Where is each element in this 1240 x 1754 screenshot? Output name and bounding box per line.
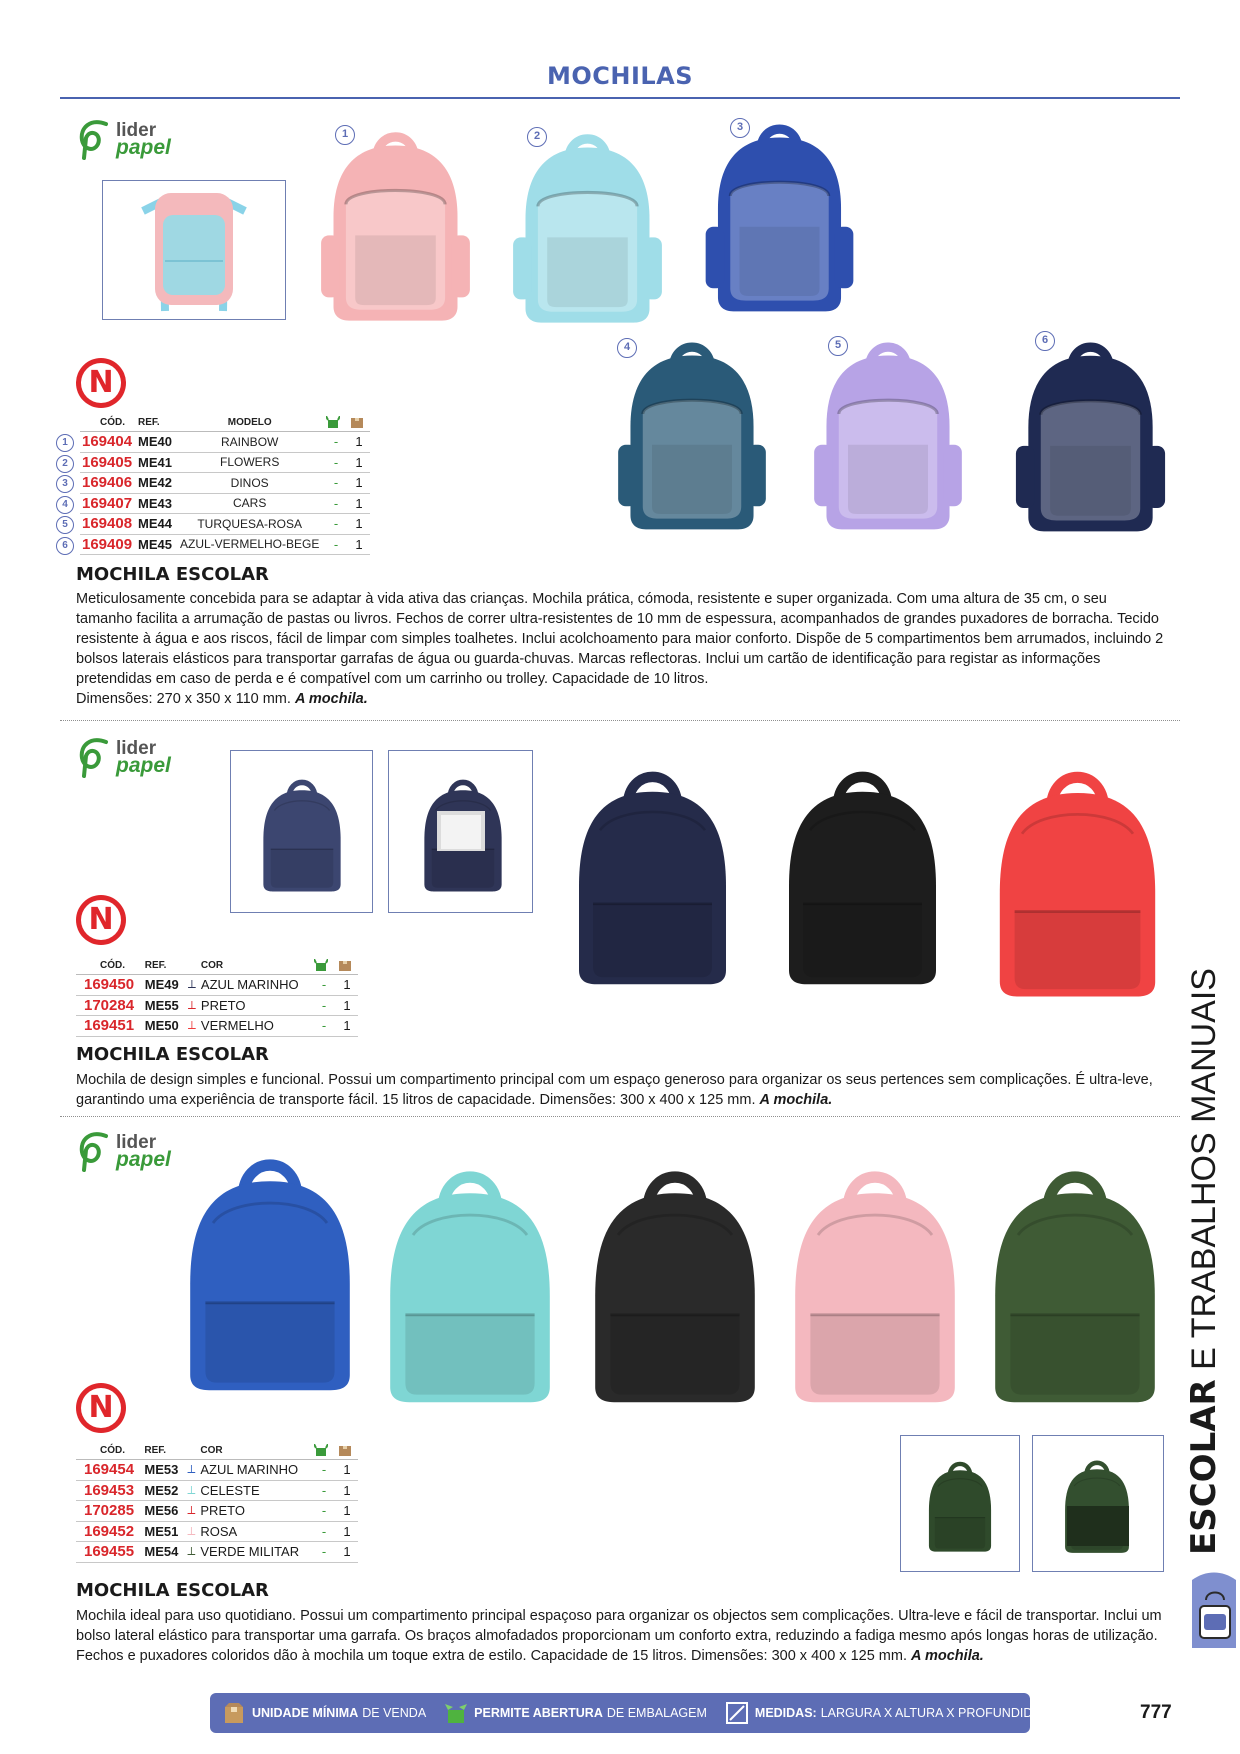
table-row: 169453 ME52 ⟂ CELESTE - 1 (76, 1480, 358, 1501)
section-description: Mochila de design simples e funcional. Possui um compartimento principal com um espaço generoso para organizar os seus pertences sem complicações. É ultra-leve, garantindo uma experiência de transporte fácil. 15 litros de capacidade. Dimensões: 300 x 400 x 125 mm. A mochila. (76, 1072, 1153, 1108)
row-number: 5 (56, 516, 74, 534)
title-rule (60, 97, 1180, 99)
section-divider (60, 1116, 1180, 1117)
table-row: 169454 ME53 ⟂ AZUL MARINHO - 1 (76, 1460, 358, 1481)
color-swatch-icon: ⟂ (184, 1521, 198, 1542)
color-swatch-icon: ⟂ (185, 975, 199, 996)
section-title: MOCHILA ESCOLAR (76, 564, 269, 585)
backpack-open-view-image (1032, 1435, 1164, 1572)
open-package-icon (314, 1444, 328, 1456)
col-ref: REF. (143, 959, 185, 975)
table-row: 169408 ME44 TURQUESA-ROSA - 1 (80, 514, 370, 535)
table-row: 169404 ME40 RAINBOW - 1 (80, 432, 370, 453)
backpack-dinos-image (702, 116, 857, 316)
measure-icon (725, 1701, 749, 1725)
product-table-3 (76, 1444, 358, 1563)
legend-bar (210, 1693, 1059, 1733)
lider-papel-logo: lider papel (76, 1130, 196, 1174)
col-ref: REF. (136, 416, 175, 432)
color-swatch-icon: ⟂ (184, 1501, 198, 1522)
color-swatch-icon: ⟂ (185, 995, 199, 1016)
col-model: MODELO (175, 416, 324, 432)
col-open-icon (312, 1444, 336, 1460)
table-row: 169407 ME43 CARS - 1 (80, 493, 370, 514)
table-row: 169452 ME51 ⟂ ROSA - 1 (76, 1521, 358, 1542)
row-number: 6 (56, 537, 74, 555)
backpack-azul-marinho-image (565, 738, 740, 1010)
section-title: MOCHILA ESCOLAR (76, 1580, 269, 1601)
open-package-icon (326, 416, 340, 428)
table-row: 169451 ME50 ⟂ VERMELHO - 1 (76, 1016, 358, 1037)
product-table-1 (80, 416, 370, 555)
product-number-4: 4 (617, 338, 637, 358)
col-unit-icon (348, 416, 370, 432)
new-badge: N (76, 895, 126, 945)
backpack-open-view-image (388, 750, 533, 913)
product-number-1: 1 (335, 125, 355, 145)
section-title: MOCHILA ESCOLAR (76, 1044, 269, 1065)
open-package-icon (444, 1701, 468, 1725)
section-description: Meticulosamente concebida para se adaptar à vida ativa das crianças. Mochila prática, cómoda, resistente e super organizada. Com uma altura de 35 cm, o seu tamanho facilita a arrumação de pastas ou livros. Fechos de correr ultra-resistentes de 10 mm de espessura, acompanhados de grandes puxadores de borracha. Tecido resistente à água e aos riscos, fácil de limpar com simples toalhetes. Inclui acolchoamento para maior conforto. Dispõe de 5 compartimentos bem arrumados, incluindo 2 bolsos laterais elásticos para transportar garrafas de água ou guarda-chuvas. Marcas reflectoras. Inclui um cartão de identificação para registar as informações pretendidas em caso de perda e é compatível com um carrinho ou trolley. Capacidade de 10 litros. Dimensões: 270 x 350 x 110 mm. A mochila. (76, 591, 1164, 707)
color-swatch-icon: ⟂ (184, 1542, 198, 1563)
box-icon (338, 959, 352, 971)
col-open-icon (324, 416, 348, 432)
col-open-icon (312, 959, 336, 975)
table-row: 169455 ME54 ⟂ VERDE MILITAR - 1 (76, 1542, 358, 1563)
legend-dims: MEDIDAS: LARGURA X ALTURA X PROFUNDIDADE (725, 1701, 1058, 1725)
legend-unit: UNIDADE MÍNIMA DE VENDA (222, 1701, 426, 1725)
legend-open: PERMITE ABERTURA DE EMBALAGEM (444, 1701, 707, 1725)
product-number-6: 6 (1035, 331, 1055, 351)
table-row: 169450 ME49 ⟂ AZUL MARINHO - 1 (76, 975, 358, 996)
table-row: 170285 ME56 ⟂ PRETO - 1 (76, 1501, 358, 1522)
col-unit-icon (336, 959, 358, 975)
color-swatch-icon: ⟂ (185, 1016, 199, 1037)
backpack-celeste-image (375, 1140, 565, 1425)
color-swatch-icon: ⟂ (184, 1460, 198, 1481)
table-row: 169405 ME41 FLOWERS - 1 (80, 452, 370, 473)
page-title: MOCHILAS (546, 62, 694, 90)
lider-papel-logo: lider papel (76, 118, 196, 162)
product-table-2 (76, 959, 358, 1037)
backpack-back-view-image (900, 1435, 1020, 1572)
section-divider (60, 720, 1180, 721)
col-cod: CÓD. (76, 959, 143, 975)
table-row: 169406 ME42 DINOS - 1 (80, 473, 370, 494)
backpack-back-view-image (102, 180, 286, 320)
row-number: 2 (56, 455, 74, 473)
col-cod: CÓD. (76, 1444, 142, 1460)
backpack-verde-militar-image (980, 1140, 1170, 1425)
col-ref: REF. (142, 1444, 184, 1460)
table-row: 170284 ME55 ⟂ PRETO - 1 (76, 995, 358, 1016)
backpack-rosa-image (780, 1140, 970, 1425)
backpack-azul-vermelho-bege-image (1008, 334, 1173, 536)
row-number: 1 (56, 434, 74, 452)
box-icon (350, 416, 364, 428)
new-badge: N (76, 358, 126, 408)
backpack-preto-image (580, 1140, 770, 1425)
backpack-back-view-image (230, 750, 373, 913)
page-number: 777 (1140, 1702, 1172, 1723)
box-icon (222, 1701, 246, 1725)
backpack-rainbow-image (318, 122, 473, 327)
col-color: COR (198, 1444, 312, 1460)
backpack-azul-marinho-image (175, 1128, 365, 1413)
backpack-cars-image (612, 334, 772, 534)
open-package-icon (314, 959, 328, 971)
backpack-flowers-image (510, 124, 665, 329)
col-cod: CÓD. (80, 416, 136, 432)
backpack-vermelho-image (985, 730, 1170, 1030)
col-color: COR (199, 959, 312, 975)
new-badge: N (76, 1383, 126, 1433)
side-tab-label: ESCOLAR E TRABALHOS MANUAIS (1184, 968, 1224, 1555)
section-description: Mochila ideal para uso quotidiano. Possui um compartimento principal espaçoso para organizar os objectos sem complicações. Ultra-leve e fácil de transportar. Inclui um bolso lateral elástico para transportar uma garrafa. Os braços almofadados proporcionam um conforto extra, reduzindo a fadiga mesmo após longas horas de utilização. Fechos e puxadores coloridos dão à mochila um toque extra de estilo. Capacidade de 15 litros. Dimensões: 300 x 400 x 125 mm. A mochila. (76, 1608, 1162, 1664)
row-number: 4 (56, 496, 74, 514)
side-tab-backpack-icon (1182, 1570, 1240, 1652)
product-number-3: 3 (730, 118, 750, 138)
product-number-5: 5 (828, 336, 848, 356)
product-number-2: 2 (527, 127, 547, 147)
color-swatch-icon: ⟂ (184, 1480, 198, 1501)
row-number: 3 (56, 475, 74, 493)
col-unit-icon (336, 1444, 358, 1460)
lider-papel-logo: lider papel (76, 736, 196, 780)
backpack-preto-image (775, 738, 950, 1010)
box-icon (338, 1444, 352, 1456)
backpack-turquesa-rosa-image (808, 334, 968, 534)
table-row: 169409 ME45 AZUL-VERMELHO-BEGE - 1 (80, 534, 370, 555)
